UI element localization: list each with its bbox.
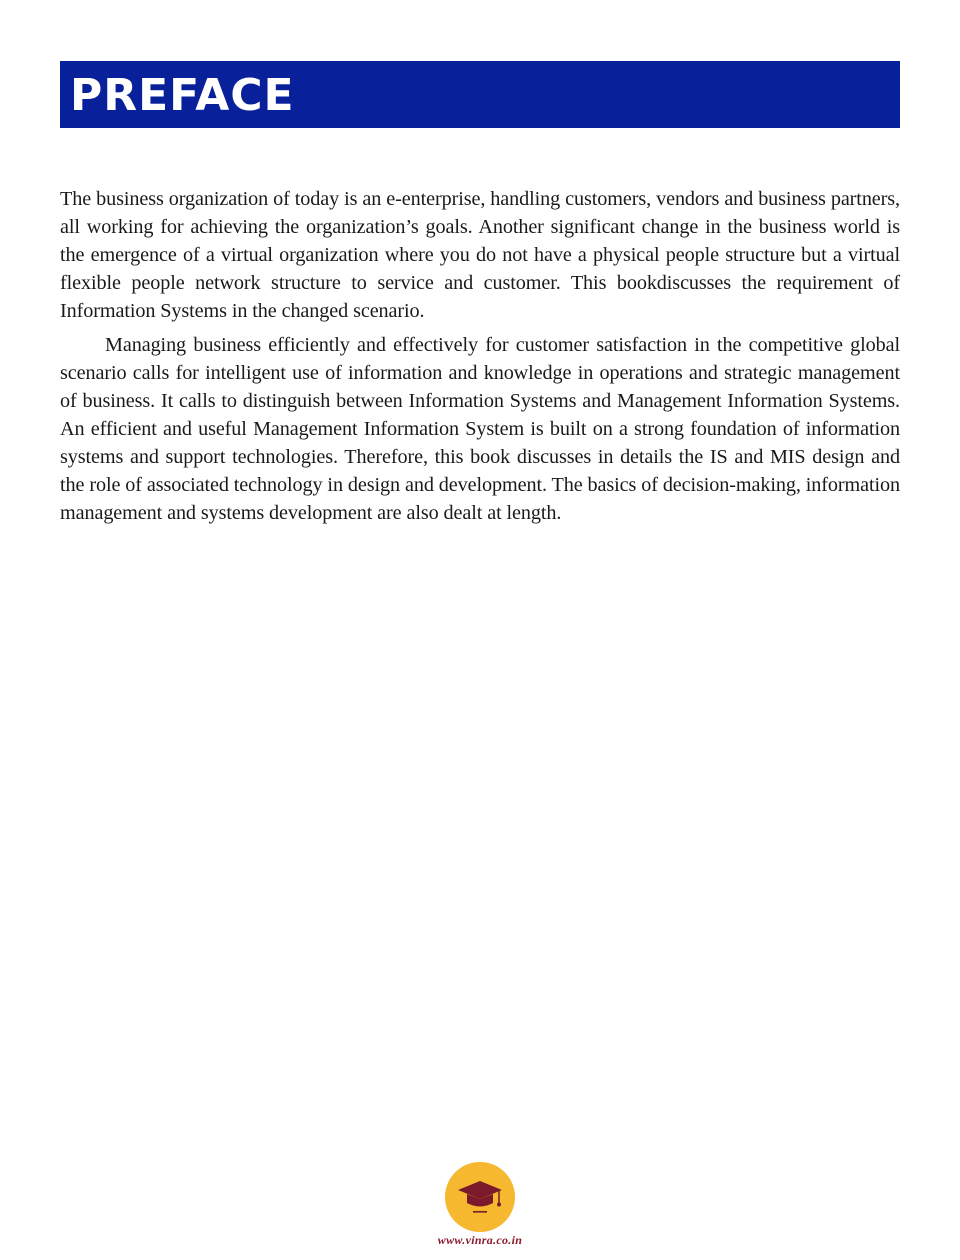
publisher-logo (444, 1161, 516, 1233)
paragraph-2: Managing business efficiently and effectively for customer satisfaction in the competitive global scenario calls for intelligent use of information and knowledge in operations and strategic management of business. It calls to distinguish between Information Systems and Management Information Systems. An efficient and useful Management Information System is built on a strong foundation of information systems and support technologies. Therefore, this book discusses in details the IS and MIS design and the role of associated technology in design and development. The basics of decision-making, information management and systems development are also dealt at length. (60, 334, 900, 524)
title-banner (60, 61, 900, 128)
footer-url: www.vinra.co.in (437, 1233, 523, 1247)
graduation-cap-icon (444, 1161, 516, 1233)
paragraph-1: The business organization of today is an e-enterprise, handling customers, vendors and business partners, all working for achieving the organization’s goals. Another significant change in the business world is the emergence of a virtual organization where you do not have a physical people structure but a virtual flexible people network structure to service and customer. This bookdiscusses the requirement of Information Systems in the changed scenario. (60, 188, 900, 322)
page-title: PREFACE (70, 69, 295, 121)
preface-body (60, 185, 900, 527)
